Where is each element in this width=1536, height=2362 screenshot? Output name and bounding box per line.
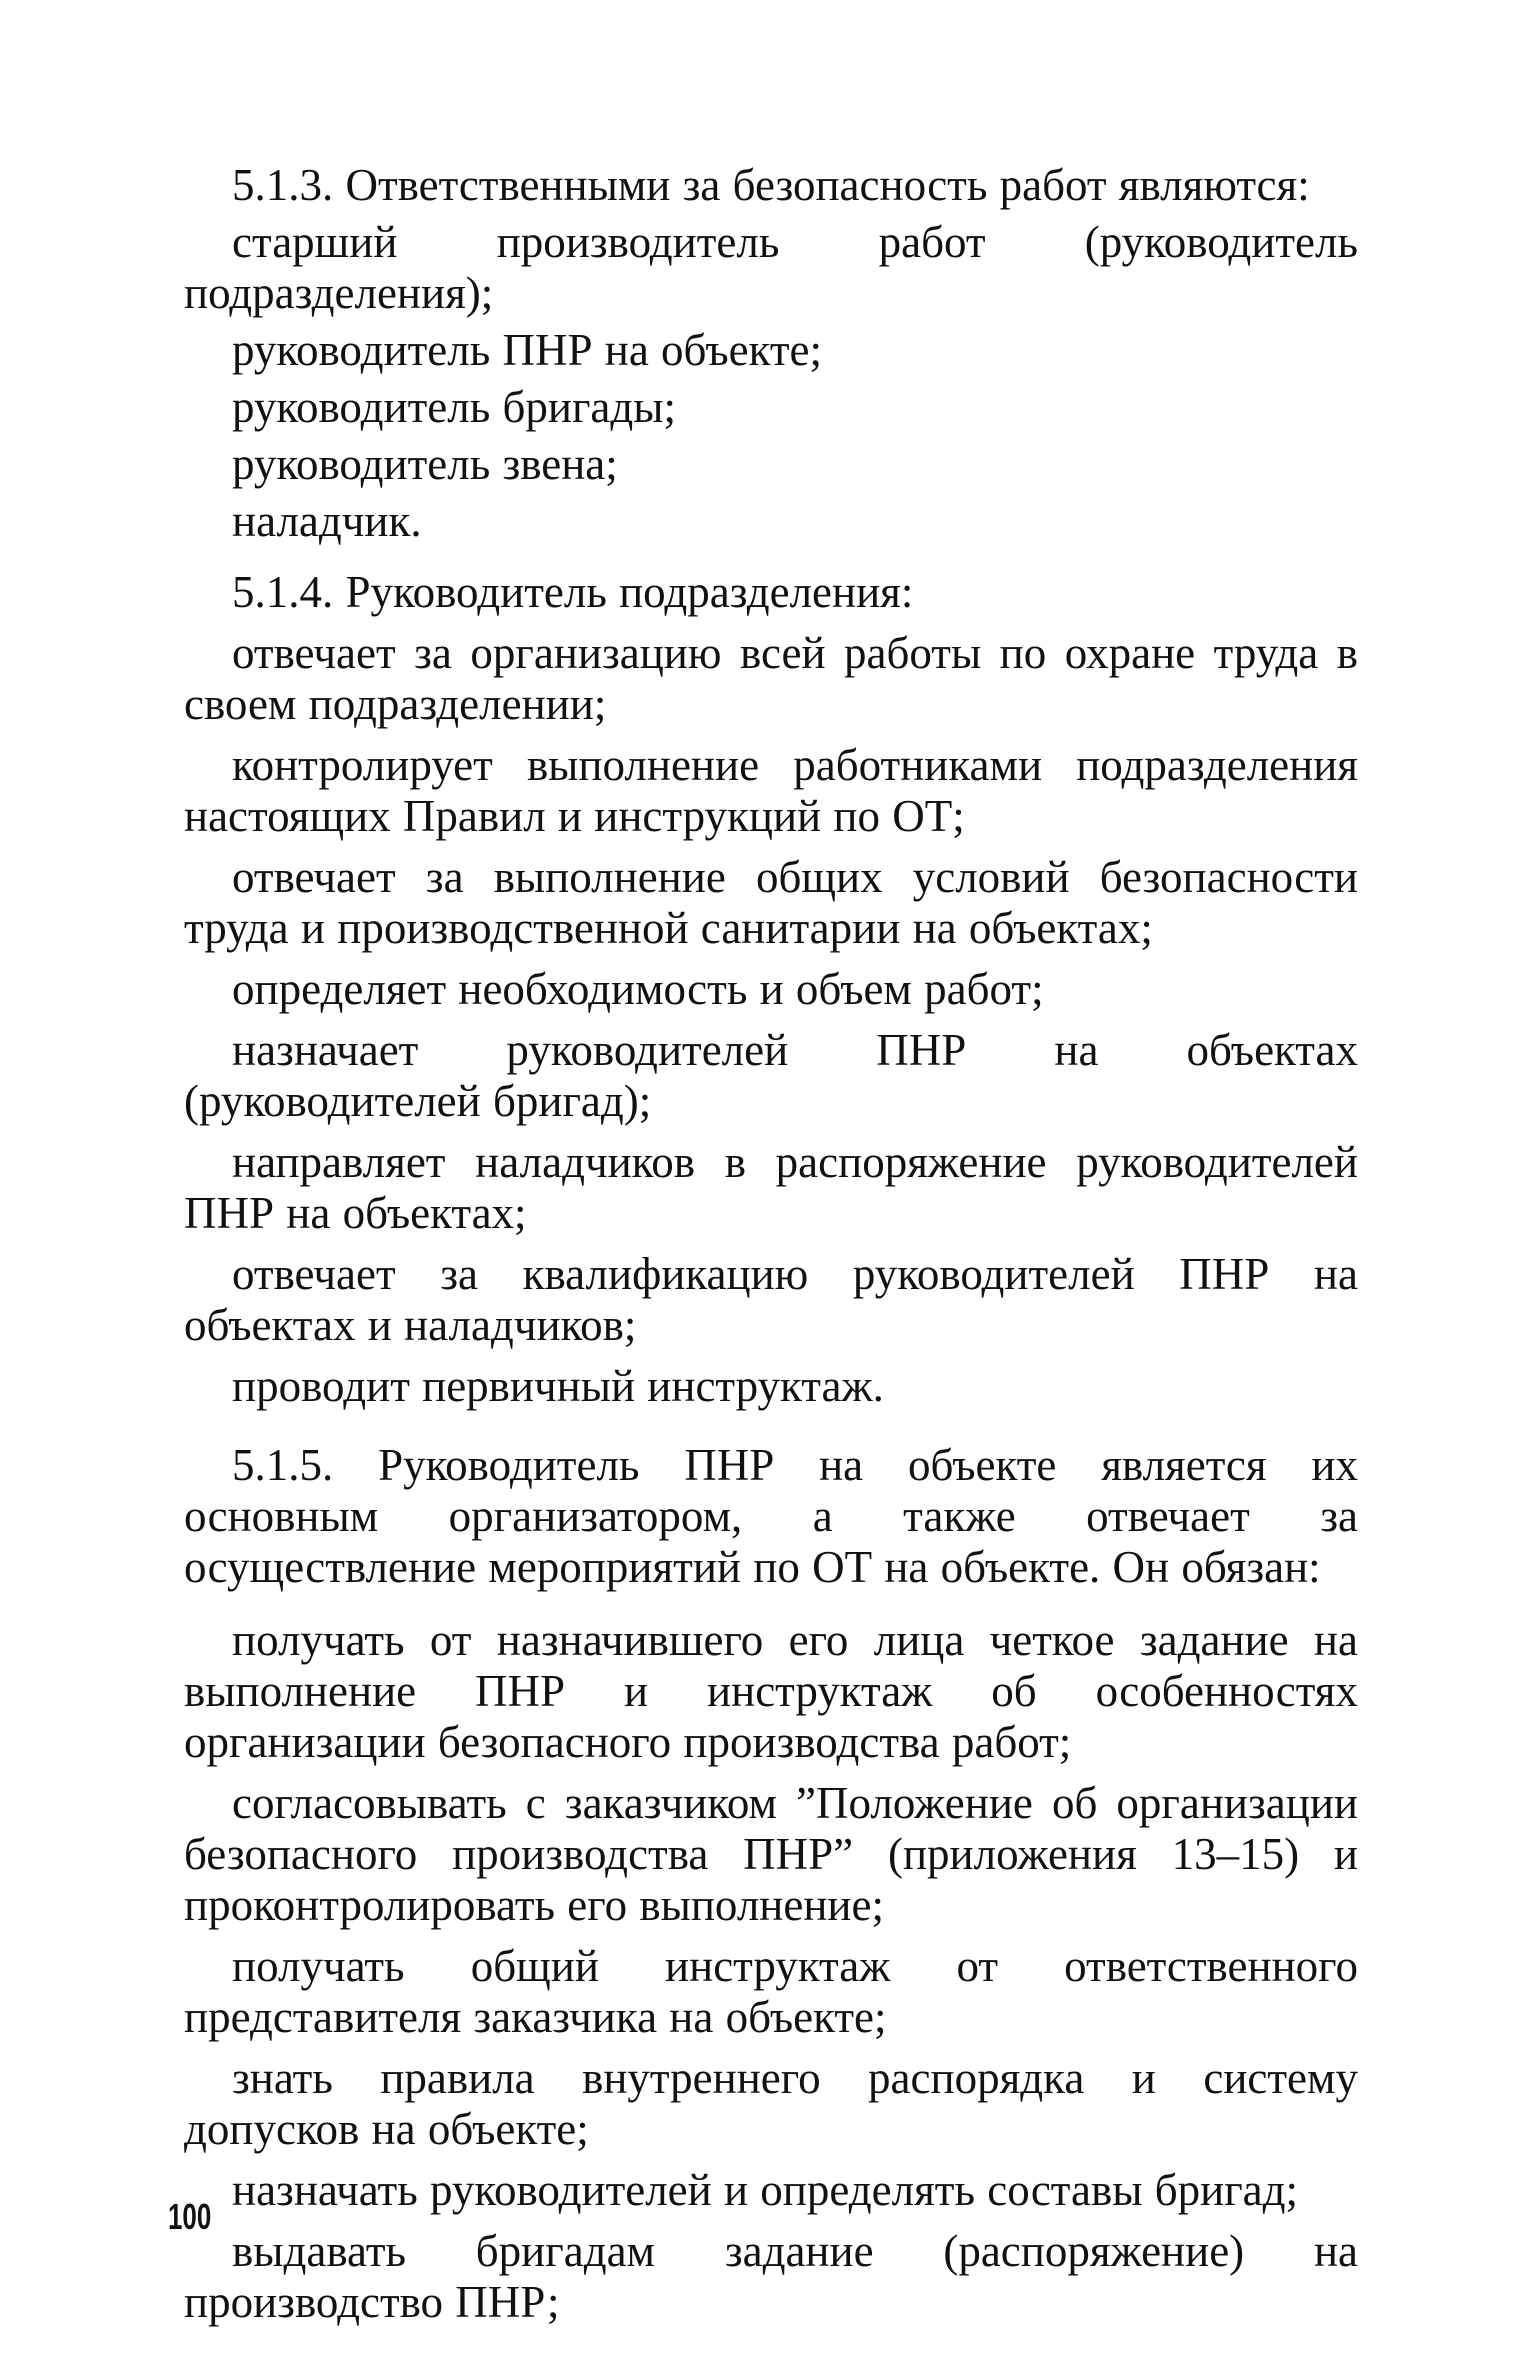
section-5-1-3 [184,160,1358,547]
list-item: направляет наладчиков в распоряжение руководителей ПНР на объектах; [184,1137,1358,1238]
list-item: руководитель ПНР на объекте; [232,325,822,375]
section-number: 5.1.4. [232,567,334,617]
document-page [184,160,1358,2356]
list-item: проводит первичный инструктаж. [232,1361,884,1411]
page-number: 100 [168,2196,212,2237]
list-item: назначает руководителей ПНР на объектах (руководителей бригад); [184,1025,1358,1126]
section-5-1-4 [184,567,1358,1412]
list-item: получать общий инструктаж от ответственного представителя заказчика на объекте; [184,1941,1358,2042]
list-item: старший производитель работ (руководитель подразделения); [184,217,1358,318]
section-lead-text: Руководитель подразделения: [345,567,914,617]
section-lead-text: Руководитель ПНР на объекте является их основным организатором, а также отвечает за осуществление мероприятий по ОТ на объекте. Он обязан: [184,1440,1358,1592]
list-item: отвечает за квалификацию руководителей ПНР на объектах и наладчиков; [184,1249,1358,1350]
list-item: выдавать бригадам задание (распоряжение) на производство ПНР; [184,2226,1358,2327]
list-item: определяет необходимость и объем работ; [232,964,1044,1014]
section-lead [184,567,1358,618]
list-item: руководитель звена; [232,439,618,489]
list-item: назначать руководителей и определять составы бригад; [232,2165,1299,2215]
section-5-1-5 [184,1440,1358,2328]
list-item: получать от назначившего его лица четкое задание на выполнение ПНР и инструктаж об особенностях организации безопасного производства работ; [184,1615,1358,1767]
list-item: знать правила внутреннего распорядка и систему допусков на объекте; [184,2053,1358,2154]
list-item: контролирует выполнение работниками подразделения настоящих Правил и инструкций по ОТ; [184,740,1358,841]
list-item: отвечает за организацию всей работы по охране труда в своем подразделении; [184,628,1358,729]
section-lead-text: Ответственными за безопасность работ являются: [345,160,1310,210]
section-lead [184,160,1358,211]
section-number: 5.1.5. [232,1440,334,1490]
section-number: 5.1.3. [232,160,334,210]
list-item: согласовывать с заказчиком ”Положение об организации безопасного производства ПНР” (приложения 13–15) и проконтролировать его выполнение; [184,1778,1358,1930]
list-item: отвечает за выполнение общих условий безопасности труда и производственной санитарии на объектах; [184,852,1358,953]
section-lead [184,1440,1358,1593]
list-item: руководитель бригады; [232,382,677,432]
list-item: наладчик. [232,496,422,546]
